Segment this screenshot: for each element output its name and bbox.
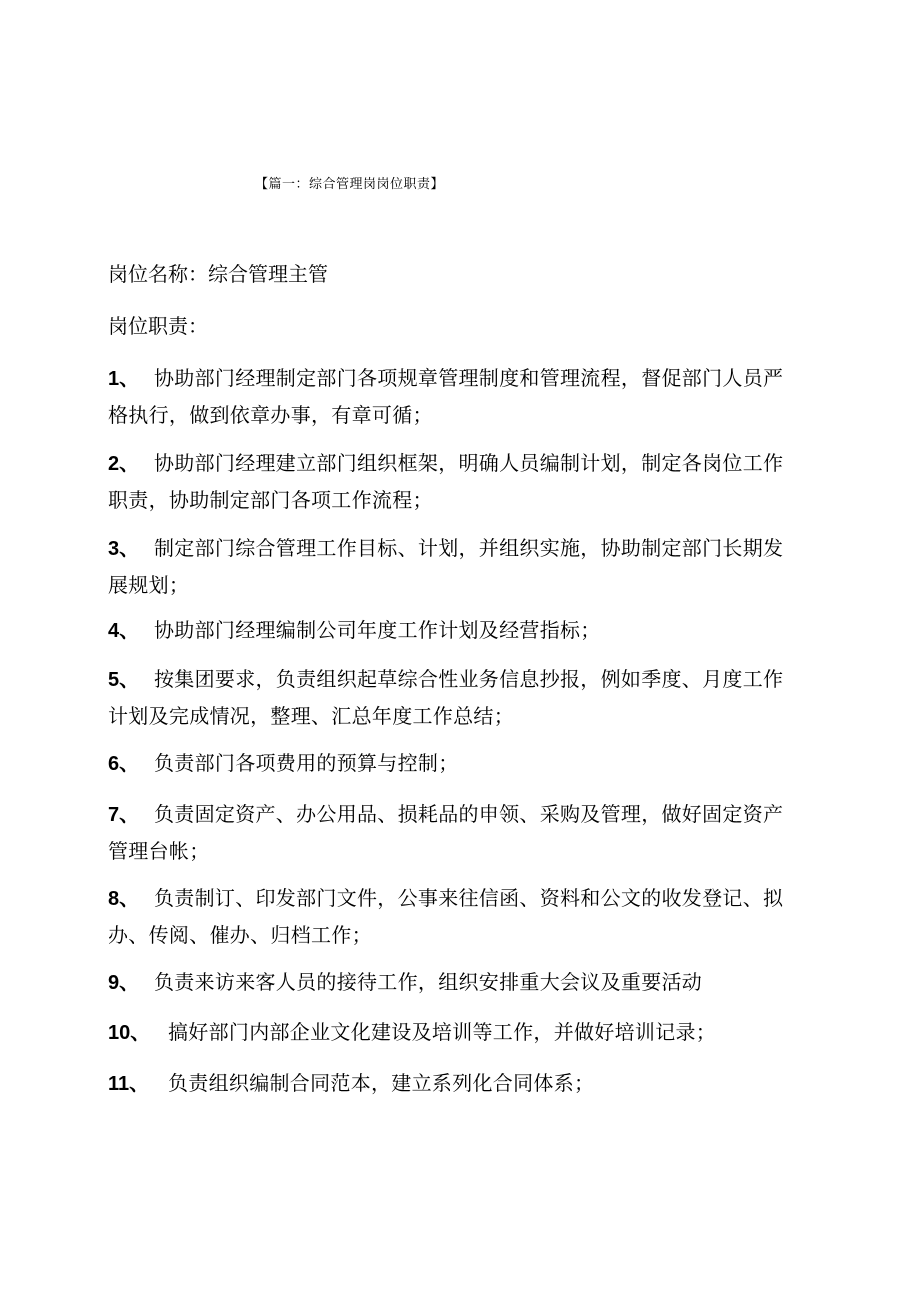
- duty-number: 2、: [108, 453, 140, 475]
- duty-number: 1、: [108, 368, 140, 390]
- duty-item: [108, 796, 788, 869]
- duty-number: 9、: [108, 972, 140, 994]
- duty-number: 11、: [108, 1073, 150, 1095]
- document-header: 【篇一：综合管理岗岗位职责】: [255, 177, 445, 192]
- duty-text: 协助部门经理建立部门组织框架，明确人员编制计划，制定各岗位工作职责，协助制定部门各项工作流程；: [108, 451, 784, 512]
- duty-text: 搞好部门内部企业文化建设及培训等工作，并做好培训记录；: [168, 1020, 717, 1044]
- duty-item: [108, 1065, 788, 1102]
- duty-number: 3、: [108, 538, 140, 560]
- duty-item: [108, 612, 788, 649]
- duty-text: 制定部门综合管理工作目标、计划，并组织实施，协助制定部门长期发展规划；: [108, 536, 784, 597]
- duty-item: [108, 530, 788, 603]
- duty-text: 负责部门各项费用的预算与控制；: [154, 751, 459, 775]
- duty-item: [108, 1014, 788, 1051]
- duty-number: 5、: [108, 669, 140, 691]
- duty-item: [108, 880, 788, 953]
- duty-item: [108, 745, 788, 782]
- duty-text: 负责组织编制合同范本，建立系列化合同体系；: [168, 1071, 595, 1095]
- duty-number: 4、: [108, 620, 140, 642]
- duty-text: 协助部门经理编制公司年度工作计划及经营指标；: [154, 618, 601, 642]
- duties-label: 岗位职责：: [108, 314, 208, 338]
- duty-number: 6、: [108, 753, 140, 775]
- duty-item: [108, 964, 788, 1001]
- duty-text: 负责制订、印发部门文件，公事来往信函、资料和公文的收发登记、拟办、传阅、催办、归档工作；: [108, 886, 784, 947]
- duty-number: 7、: [108, 804, 140, 826]
- duty-item: [108, 360, 788, 433]
- duty-text: 负责固定资产、办公用品、损耗品的申领、采购及管理，做好固定资产管理台帐；: [108, 802, 784, 863]
- duty-text: 负责来访来客人员的接待工作，组织安排重大会议及重要活动: [154, 970, 703, 994]
- duty-number: 8、: [108, 888, 140, 910]
- duty-number: 10、: [108, 1022, 151, 1044]
- duty-text: 协助部门经理制定部门各项规章管理制度和管理流程，督促部门人员严格执行，做到依章办事，有章可循；: [108, 366, 784, 427]
- duty-text: 按集团要求，负责组织起草综合性业务信息抄报，例如季度、月度工作计划及完成情况，整理、汇总年度工作总结；: [108, 667, 784, 728]
- position-name: 岗位名称：综合管理主管: [108, 262, 328, 286]
- duty-item: [108, 661, 788, 734]
- duty-item: [108, 445, 788, 518]
